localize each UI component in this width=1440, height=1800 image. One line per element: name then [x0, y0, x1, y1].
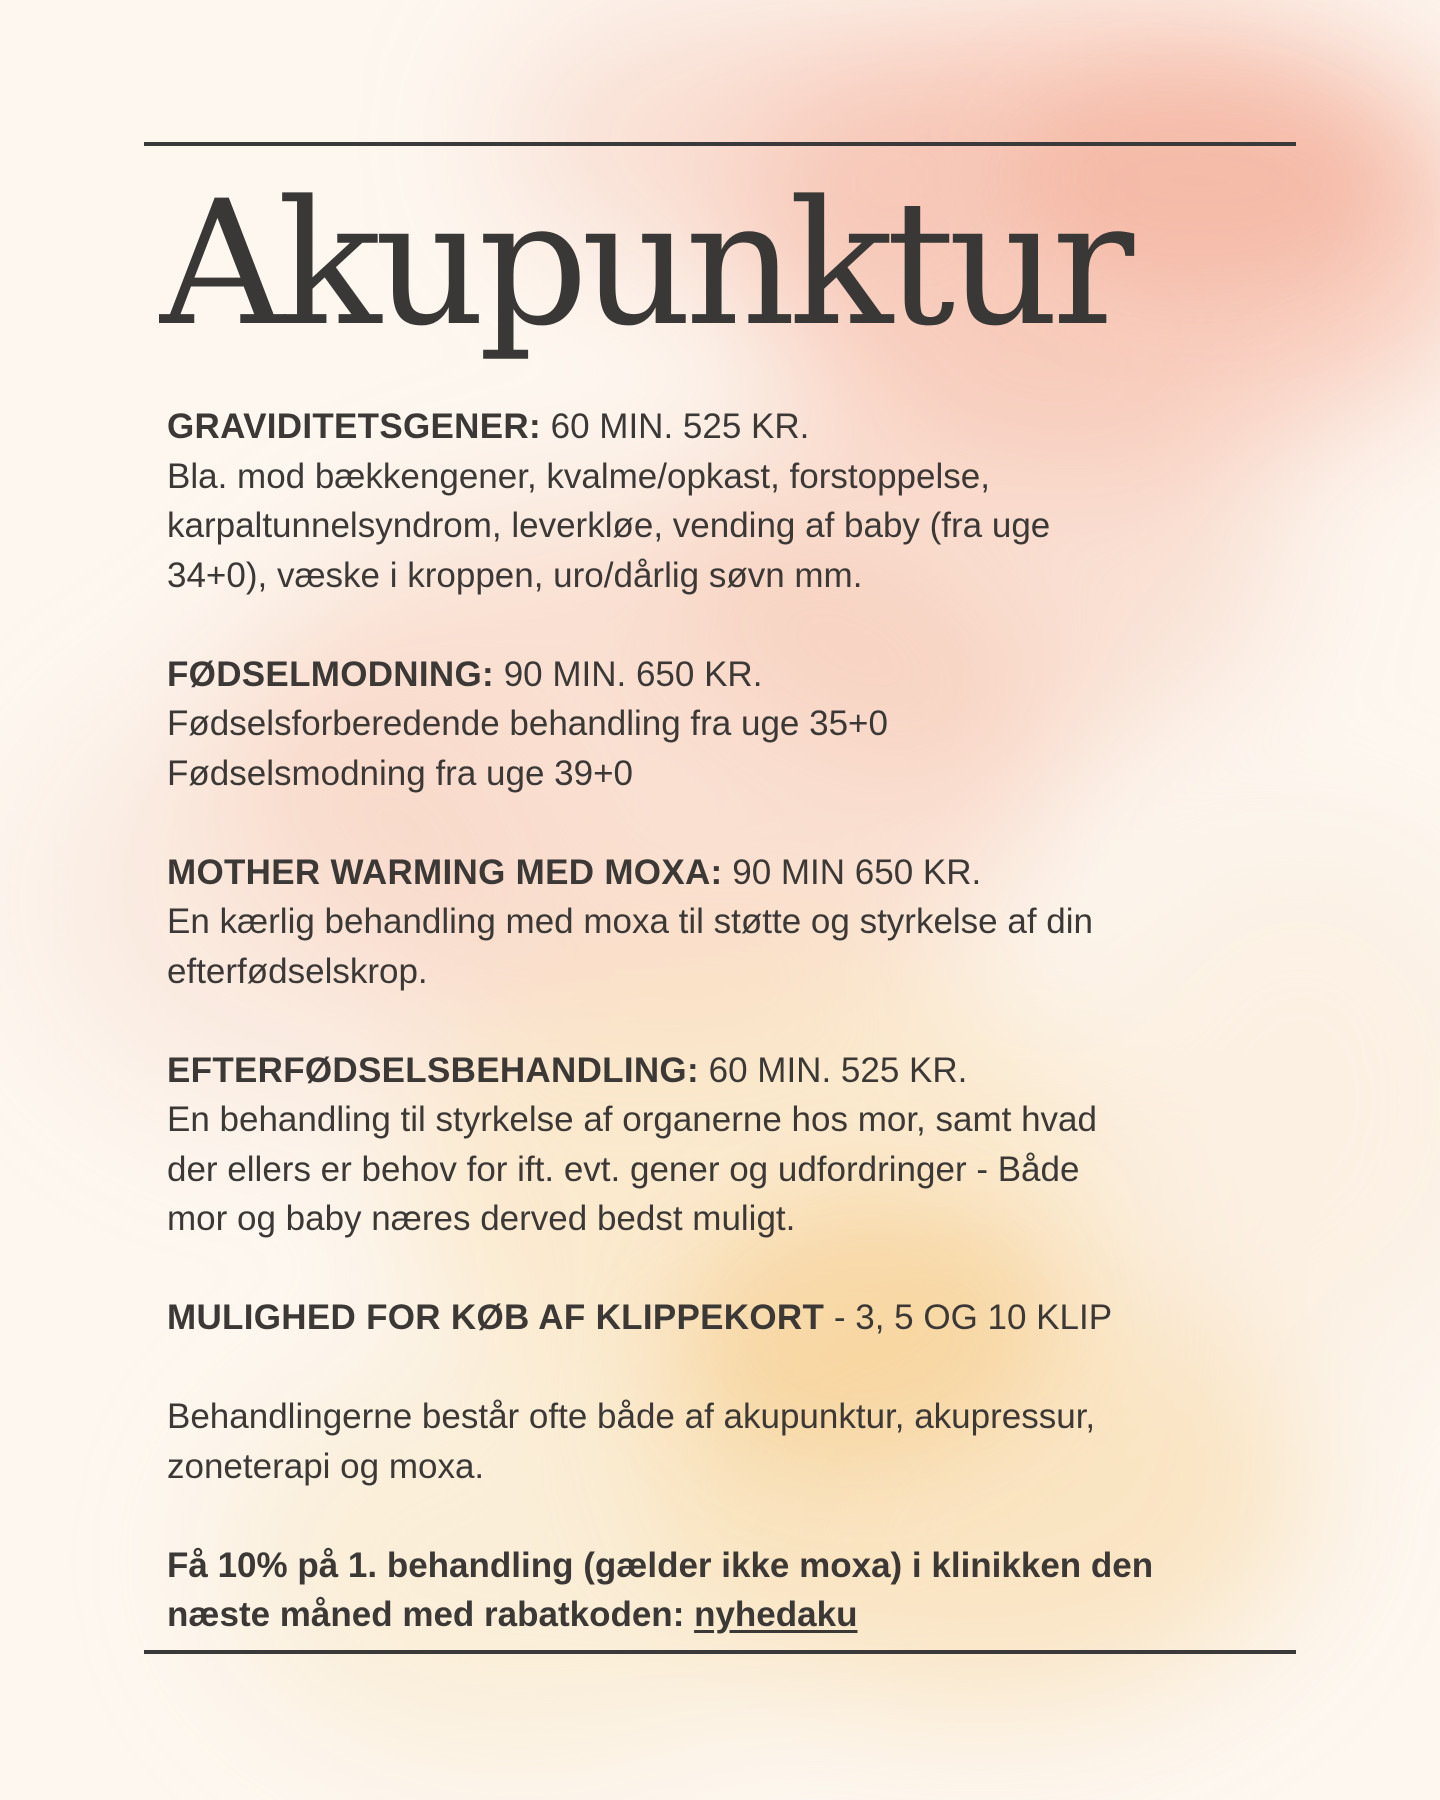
- service-list: [167, 402, 1277, 1640]
- service-description-line: Fødselsforberedende behandling fra uge 35+0: [167, 704, 888, 743]
- service-heading: [167, 402, 1277, 452]
- service-name: MOTHER WARMING MED MOXA:: [167, 852, 723, 892]
- promo-offer: [167, 1541, 1277, 1640]
- note-line: Behandlingerne består ofte både af akupunktur, akupressur,: [167, 1397, 1096, 1436]
- service-description-line: mor og baby næres derved bedst muligt.: [167, 1199, 796, 1238]
- promo-line: Få 10% på 1. behandling (gælder ikke moxa) i klinikken den: [167, 1545, 1154, 1585]
- clip-card-options: - 3, 5 OG 10 KLIP: [824, 1298, 1113, 1337]
- service-mother-warming: [167, 848, 1277, 997]
- service-description-line: En behandling til styrkelse af organerne hos mor, samt hvad: [167, 1100, 1097, 1139]
- promo-line: [167, 1590, 1277, 1640]
- page-title: Akupunktur: [160, 163, 1128, 364]
- treatment-note: [167, 1392, 1277, 1491]
- service-description-line: der ellers er behov for ift. evt. gener og udfordringer - Både: [167, 1149, 1080, 1189]
- service-heading: [167, 848, 1277, 898]
- service-description-line: karpaltunnelsyndrom, leverkløe, vending af baby (fra uge: [167, 506, 1051, 545]
- promo-prefix: næste måned med rabatkoden:: [167, 1595, 695, 1634]
- clip-card-info: [167, 1293, 1277, 1343]
- service-description-line: Bla. mod bækkengener, kvalme/opkast, forstoppelse,: [167, 456, 990, 496]
- clip-card-line: [167, 1293, 1277, 1343]
- service-heading: [167, 650, 1277, 700]
- service-efterfoedselsbehandling: [167, 1046, 1277, 1244]
- note-line: zoneterapi og moxa.: [167, 1446, 485, 1486]
- service-price: 60 MIN. 525 KR.: [540, 407, 810, 446]
- bottom-divider: [144, 1650, 1296, 1654]
- service-description-line: 34+0), væske i kroppen, uro/dårlig søvn mm.: [167, 555, 863, 595]
- service-name: GRAVIDITETSGENER:: [167, 407, 541, 446]
- service-foedselmodning: [167, 650, 1277, 799]
- service-description-line: efterfødselskrop.: [167, 951, 428, 991]
- service-heading: [167, 1046, 1277, 1096]
- service-price: 60 MIN. 525 KR.: [698, 1050, 968, 1090]
- service-price: 90 MIN 650 KR.: [722, 852, 982, 892]
- discount-code[interactable]: nyhedaku: [694, 1595, 858, 1634]
- service-graviditetsgener: [167, 402, 1277, 600]
- service-name: FØDSELMODNING:: [167, 654, 494, 694]
- service-name: EFTERFØDSELSBEHANDLING:: [167, 1050, 699, 1090]
- clip-card-label: MULIGHED FOR KØB AF KLIPPEKORT: [167, 1298, 825, 1337]
- service-description-line: Fødselsmodning fra uge 39+0: [167, 753, 633, 793]
- service-price: 90 MIN. 650 KR.: [493, 654, 763, 694]
- top-divider: [144, 142, 1296, 146]
- service-description-line: En kærlig behandling med moxa til støtte og styrkelse af din: [167, 902, 1093, 941]
